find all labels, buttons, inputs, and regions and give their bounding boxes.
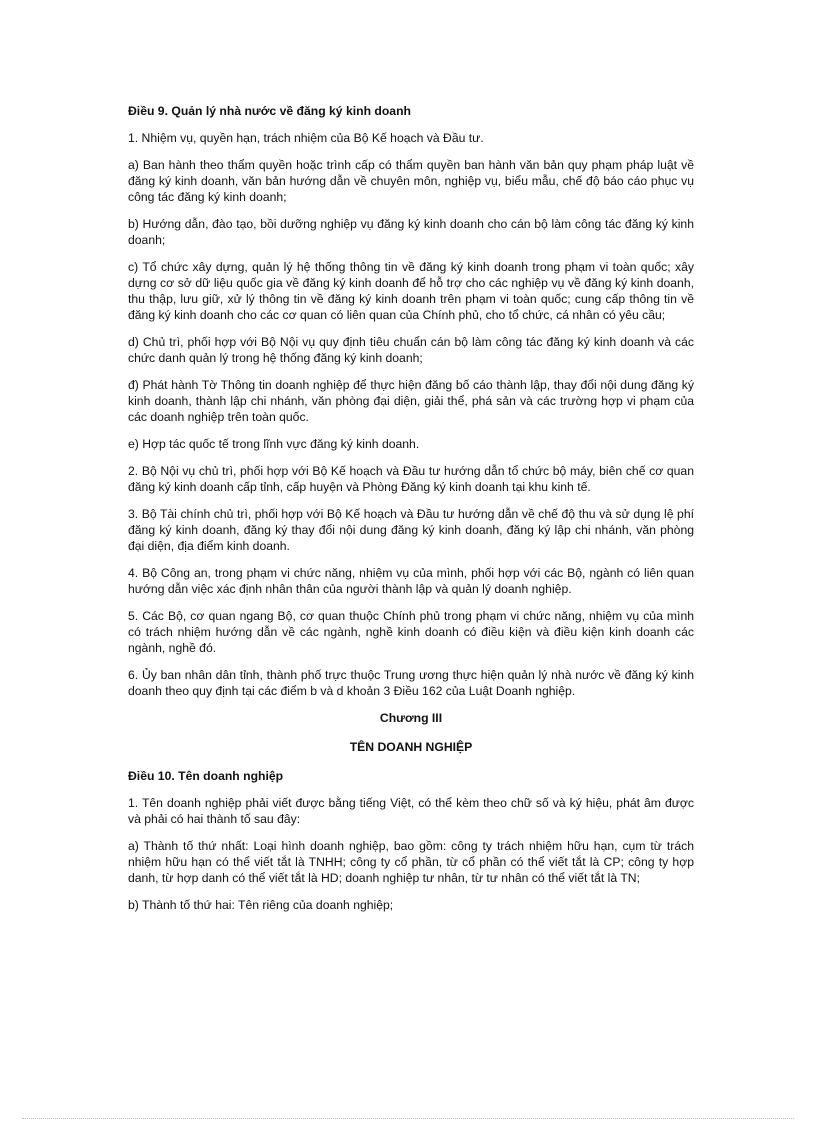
article-10-paragraph: b) Thành tố thứ hai: Tên riêng của doanh nghiệp; xyxy=(128,898,394,912)
article-9-paragraph: 6. Ủy ban nhân dân tỉnh, thành phố trực thuộc Trung ương thực hiện quản lý nhà nước về đăng ký kinh doanh theo quy định tại các điểm b và d khoản 3 Điều 162 của Luật Doanh nghiệp. xyxy=(128,668,694,698)
article-9-paragraph: a) Ban hành theo thẩm quyền hoặc trình cấp có thẩm quyền ban hành văn bản quy phạm pháp luật về đăng ký kinh doanh, văn bản hướng dẫn về chuyên môn, nghiệp vụ, biểu mẫu, chế độ báo cáo phục vụ công tác đăng ký kinh doanh; xyxy=(128,158,694,204)
chapter-title: TÊN DOANH NGHIỆP xyxy=(349,740,473,754)
article-9-paragraph: 5. Các Bộ, cơ quan ngang Bộ, cơ quan thuộc Chính phủ trong phạm vi chức năng, nhiệm vụ của mình có trách nhiệm hướng dẫn về các ngành, nghề kinh doanh có điều kiện và điều kiện kinh doanh các ngành, nghề đó. xyxy=(128,609,694,655)
article-9-title: Điều 9. Quản lý nhà nước về đăng ký kinh doanh xyxy=(128,104,411,118)
chapter-number: Chương III xyxy=(379,711,443,725)
article-9-paragraph: b) Hướng dẫn, đào tạo, bồi dưỡng nghiệp vụ đăng ký kinh doanh cho cán bộ làm công tác đăng ký kinh doanh; xyxy=(128,217,694,247)
article-10-paragraph: a) Thành tố thứ nhất: Loại hình doanh nghiệp, bao gồm: công ty trách nhiệm hữu hạn, cụm từ trách nhiệm hữu hạn có thể viết tắt là TNHH; công ty cổ phần, từ cổ phần có thể viết tắt là CP; công ty hợp danh, từ hợp danh có thể viết tắt là HD; doanh nghiệp tư nhân, từ tư nhân có thể viết tắt là TN; xyxy=(128,839,694,885)
article-9-paragraph: 3. Bộ Tài chính chủ trì, phối hợp với Bộ Kế hoạch và Đầu tư hướng dẫn về chế độ thu và sử dụng lệ phí đăng ký kinh doanh, đăng ký thay đổi nội dung đăng ký kinh doanh, đăng ký lập chi nhánh, văn phòng đại diện, địa điểm kinh doanh. xyxy=(128,507,694,553)
article-9-paragraph: 1. Nhiệm vụ, quyền hạn, trách nhiệm của Bộ Kế hoạch và Đầu tư. xyxy=(128,131,484,145)
article-9-paragraph: e) Hợp tác quốc tế trong lĩnh vực đăng ký kinh doanh. xyxy=(128,437,420,451)
page-bottom-divider xyxy=(22,1118,794,1119)
article-9-paragraph: d) Chủ trì, phối hợp với Bộ Nội vụ quy định tiêu chuẩn cán bộ làm công tác đăng ký kinh doanh và các chức danh quản lý trong hệ thống đăng ký kinh doanh; xyxy=(128,335,694,365)
article-10-title: Điều 10. Tên doanh nghiệp xyxy=(128,769,284,783)
article-9-paragraph: c) Tổ chức xây dựng, quản lý hệ thống thông tin về đăng ký kinh doanh trong phạm vi toàn quốc; xây dựng cơ sở dữ liệu quốc gia về đăng ký kinh doanh để hỗ trợ cho các nghiệp vụ về đăng ký kinh doanh, thu thập, lưu giữ, xử lý thông tin về đăng ký kinh doanh trên phạm vi toàn quốc; cung cấp thông tin về đăng ký kinh doanh cho các cơ quan có liên quan của Chính phủ, cho tổ chức, cá nhân có yêu cầu; xyxy=(128,260,694,322)
document-body xyxy=(128,103,694,924)
article-9-paragraph: đ) Phát hành Tờ Thông tin doanh nghiệp để thực hiện đăng bố cáo thành lập, thay đổi nội dung đăng ký kinh doanh, thành lập chi nhánh, văn phòng đại diện, giải thể, phá sản và các trường hợp vi phạm của các doanh nghiệp trên toàn quốc. xyxy=(128,378,694,424)
article-10-paragraph: 1. Tên doanh nghiệp phải viết được bằng tiếng Việt, có thể kèm theo chữ số và ký hiệu, phát âm được và phải có hai thành tố sau đây: xyxy=(128,796,694,826)
article-9-paragraph: 2. Bộ Nội vụ chủ trì, phối hợp với Bộ Kế hoạch và Đầu tư hướng dẫn tổ chức bộ máy, biên chế cơ quan đăng ký kinh doanh cấp tỉnh, cấp huyện và Phòng Đăng ký kinh doanh tại khu kinh tế. xyxy=(128,464,694,494)
article-9-paragraph: 4. Bộ Công an, trong phạm vi chức năng, nhiệm vụ của mình, phối hợp với các Bộ, ngành có liên quan hướng dẫn việc xác định nhân thân của người thành lập và quản lý doanh nghiệp. xyxy=(128,566,694,596)
